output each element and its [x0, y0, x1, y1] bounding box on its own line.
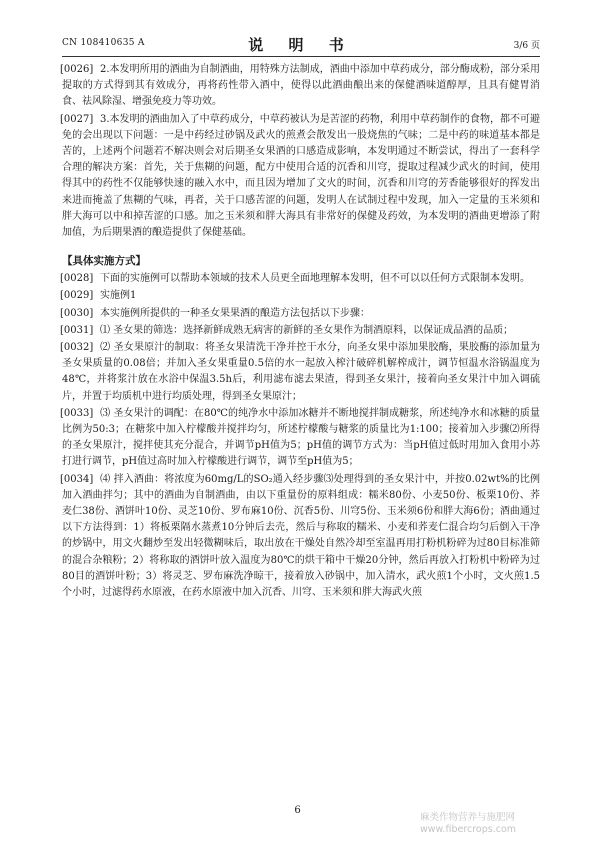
paragraph-number: [0034] [60, 473, 94, 485]
watermark-site-name: 麻类作物营养与施肥网 [420, 812, 516, 823]
paragraph-text: 下面的实施例可以帮助本领域的技术人员更全面地理解本发明，但不可以以任何方式限制本发明。 [100, 273, 530, 285]
paragraph-text: 3.本发明的酒曲加入了中草药成分，中草药被认为是苦涩的药物，利用中草药制作的食物，都不可避免的会出现以下问题：一是中药经过砂锅及武火的煎煮会散发出一股烧焦的气味；二是中药的味道基本都是苦的，上述两个问题若不解决则会对后期圣女果酒的口感造成影响，本发明通过不断尝试，得出了一套科学合理的解决方案：首先，关于焦糊的问题，配方中使用合适的沉香和川穹，提取过程减少武火的时间，使用得其中的药性不仅能够快速的融入水中，而且因为增加了文火的时间，沉香和川穹的芳香能够很好的挥发出来进而掩盖了焦糊的气味，再者，关于口感苦涩的问题，发明人在试制过程中发现，加入一定量的玉米须和胖大海可以中和掉苦涩的口感。加之玉米须和胖大海具有非常好的保健及药效，为本发明的酒曲更增添了附加值，为后期果酒的酿造提供了保健基础。 [62, 113, 540, 239]
page-number: 6 [294, 805, 301, 816]
document-number: CN 108410635 A [62, 38, 145, 48]
paragraph-0033 [62, 406, 540, 471]
paragraph-number: [0027] [60, 113, 94, 125]
document-title: 说 明 书 [248, 36, 354, 54]
page-header [62, 34, 540, 54]
paragraph-text: 本实施例所提供的一种圣女果果酒的酿造方法包括以下步骤： [100, 307, 370, 319]
section-heading: 【具体实施方式】 [62, 255, 146, 268]
paragraph-0029 [62, 288, 540, 304]
paragraph-number: [0031] [60, 324, 94, 336]
paragraph-number: [0033] [60, 407, 94, 419]
paragraph-0030 [62, 306, 540, 322]
paragraph-text: ⑵ 圣女果原汁的制取：将圣女果清洗干净并控干水分，向圣女果中添加果胶酶，果胶酶的添加量为圣女果质量的0.08倍；并加入圣女果重量0.5倍的水一起放入榨汁破碎机解榨成汁，调节恒温水浴锅温度为48℃，并将浆汁放在水浴中保温3.5h后，利用滤布滤去果渣，得到圣女果汁，接着向圣女果汁中加入调硫片，并置于均质机中进行均质处理，得到圣女果原汁； [62, 342, 540, 402]
paragraph-number: [0030] [60, 307, 94, 319]
paragraph-text: ⑴ 圣女果的筛选：选择新鲜成熟无病害的新鲜的圣女果作为制酒原料，以保证成品酒的品质； [100, 324, 514, 336]
paragraph-0026 [62, 62, 540, 111]
watermark-url: www.fibercrops.com [420, 824, 517, 835]
paragraph-0032 [62, 340, 540, 405]
paragraph-text: ⑷ 拌入酒曲：将浓度为60mg/L的SO₂通入经步骤⑶处理得到的圣女果汁中，并按0.02wt%的比例加入酒曲拌匀；其中的酒曲为自制酒曲，由以下重量份的原料组成：糯米80份、小麦50份、板栗10份、荞麦仁38份、酒饼叶10份、灵芝10份、罗布麻10份、沉香5份、川穹5份、玉米须6份和胖大海6份；酒曲通过以下方法得到：1）将板栗隔水蒸煮10分钟后去壳，然后与称取的糯米、小麦和荞麦仁混合均匀后倒入干净的炒锅中，用文火翻炒至发出轻微糊味后，取出放在干燥处自然冷却至室温再用打粉机粉碎为过80目标准筛的混合杂粮粉；2）将称取的酒饼叶放入温度为80℃的烘干箱中干燥20分钟，然后再放入打粉机中粉碎为过80目的酒饼叶粉；3）将灵芝、罗布麻洗净晾干，接着放入砂锅中，加入清水，武火煎1个小时，文火煎1.5个小时，过滤得药水原液，在药水原液中加入沉香、川穹、玉米须和胖大海武火煎 [62, 473, 540, 599]
paragraph-text: 实施例1 [100, 290, 137, 302]
page-indicator: 3/6 页 [513, 41, 540, 51]
paragraph-text: 2.本发明所用的酒曲为自制酒曲，用特殊方法制成，酒曲中添加中草药成分，部分酶成粉，部分采用提取的方式得到其有效成分，再将药性带入酒中，使得以此酒曲酿出来的保健酒味道醇厚，且具有健胃消食、祛风除湿、增强免疫力等功效。 [62, 64, 540, 108]
paragraph-number: [0026] [60, 64, 94, 75]
paragraph-0027 [62, 112, 540, 242]
paragraph-0034 [62, 472, 540, 602]
paragraph-number: [0029] [60, 290, 94, 302]
paragraph-0031 [62, 323, 540, 339]
paragraph-0028 [62, 271, 540, 287]
header-divider [62, 56, 540, 57]
paragraph-number: [0028] [60, 273, 94, 285]
paragraph-text: ⑶ 圣女果汁的调配：在80℃的纯净水中添加冰糖并不断地搅拌制成糖浆，所述纯净水和冰糖的质量比例为50:3；在糖浆中加入柠檬酸并搅拌均匀，所述柠檬酸与糖浆的质量比为1:100；接着加入步骤⑵所得的圣女果原汁，搅拌使其充分混合，并调节pH值为5；pH值的调节方式为：当pH值过低时用加入食用小苏打进行调节，pH值过高时加入柠檬酸进行调节，调节至pH值为5； [62, 407, 540, 468]
site-watermark [420, 812, 516, 836]
paragraph-number: [0032] [60, 342, 94, 354]
document-body [62, 62, 540, 602]
